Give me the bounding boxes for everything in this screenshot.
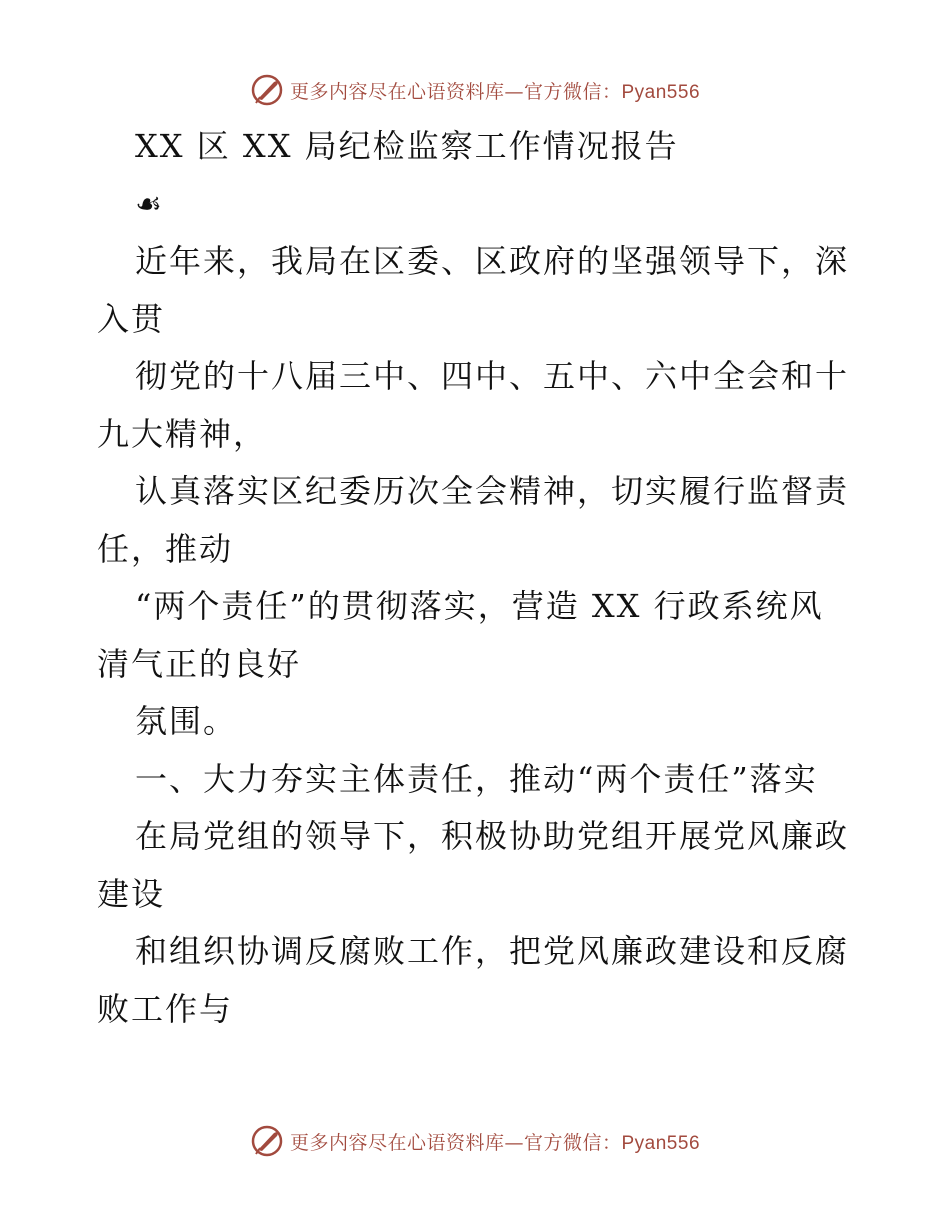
ornament-icon: ☙: [135, 186, 162, 222]
paragraph-line: 认真落实区纪委历次全会精神，切实履行监督责: [135, 472, 850, 510]
quill-logo-icon: [250, 1124, 284, 1158]
paragraph-line: 九大精神，: [97, 414, 268, 453]
paragraph-line: 入贯: [97, 299, 166, 338]
footer-banner-id: Pyan556: [621, 1132, 701, 1154]
paragraph-line: 近年来，我局在区委、区政府的坚强领导下，深: [135, 242, 850, 280]
paragraph-line: 建设: [97, 874, 166, 913]
paragraph-line: 彻党的十八届三中、四中、五中、六中全会和十: [135, 357, 850, 395]
paragraph-line: 氛围。: [135, 702, 238, 740]
paragraph-line: 在局党组的领导下，积极协助党组开展党风廉政: [135, 817, 850, 855]
footer-banner: [0, 1121, 950, 1161]
header-banner-text: 更多内容尽在心语资料库—官方微信：Pyan556: [289, 80, 701, 103]
paragraph-line: 和组织协调反腐败工作，把党风廉政建设和反腐: [135, 932, 850, 970]
paragraph-line: 任，推动: [97, 529, 234, 568]
footer-banner-text: 更多内容尽在心语资料库—官方微信：Pyan556: [289, 1131, 701, 1154]
header-banner: [0, 70, 950, 110]
paragraph-line: 败工作与: [97, 989, 234, 1028]
paragraph-line: “两个责任”的贯彻落实，营造 XX 行政系统风: [135, 587, 824, 625]
document-title: XX 区 XX 局纪检监察工作情况报告: [135, 127, 679, 165]
document-body: [97, 118, 857, 1038]
quill-logo-icon: [250, 73, 284, 107]
paragraph-line: 清气正的良好: [97, 644, 302, 683]
section-heading: 一、大力夯实主体责任，推动“两个责任”落实: [135, 759, 818, 798]
header-banner-id: Pyan556: [621, 81, 701, 103]
